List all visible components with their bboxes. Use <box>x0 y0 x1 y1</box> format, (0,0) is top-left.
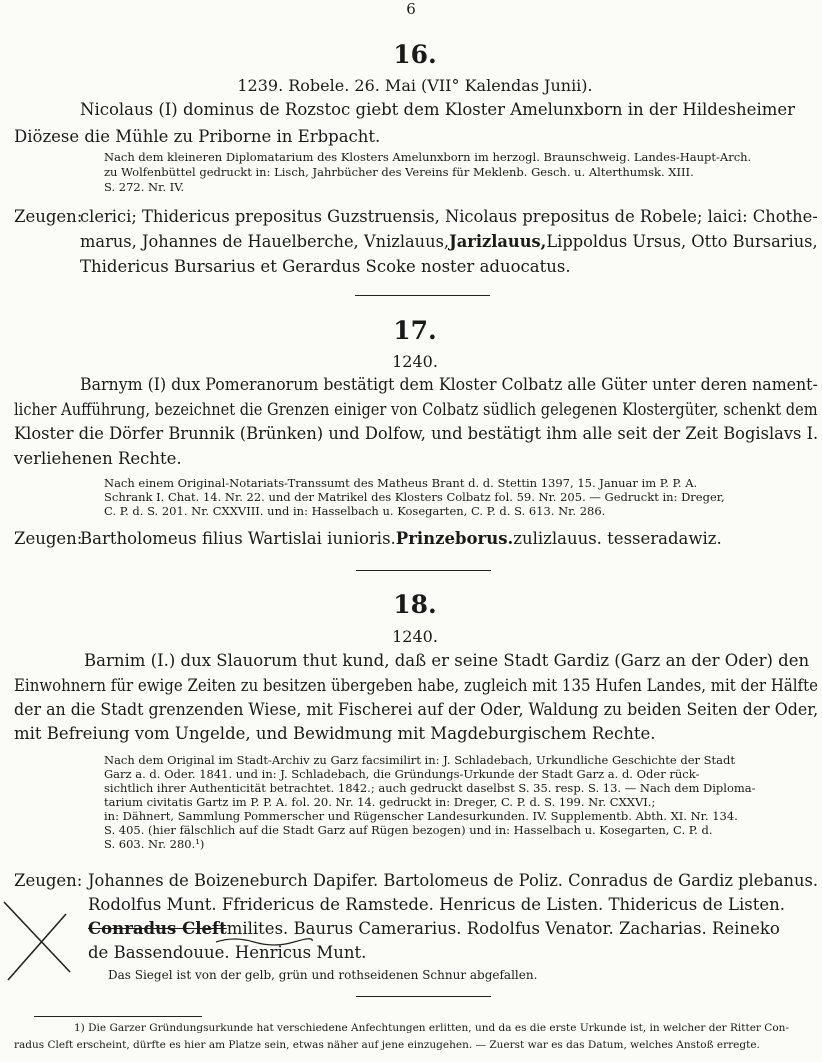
page-number: 6 <box>406 0 416 18</box>
witness-names: milites. Baurus Camerarius. Rodolfus Venator. Zacharias. Reineko <box>226 919 780 938</box>
handwritten-underline-mark <box>214 936 314 948</box>
doc-18-date: 1240. <box>392 627 438 646</box>
witness-names: Bartholomeus filius Wartislai iunioris. <box>80 529 396 548</box>
doc-17-date: 1240. <box>392 352 438 371</box>
footnote-line-1: 1) Die Garzer Gründungsurkunde hat verschiedene Anfechtungen erlitten, und da es die erste Urkunde ist, in welcher der Ritter Con- <box>74 1022 789 1034</box>
doc-17-summary-line-3: Kloster die Dörfer Brunnik (Brünken) und Dolfow, und bestätigt ihm alle seit der Zeit Bogislavs I. <box>14 424 819 443</box>
footnote-line-2: radus Cleft erscheint, dürfte es hier am Platze sein, etwas näher auf jene einzugehen. — Zuerst war es das Datum, welches Anstoß erregte. <box>14 1039 760 1051</box>
handwritten-cross-mark <box>0 880 80 990</box>
doc-18-witnesses-line-2: Rodolfus Munt. Ffridericus de Ramstede. Henricus de Listen. Thidericus de Listen. <box>88 895 786 914</box>
doc-17-witness-label: Zeugen: <box>14 529 83 548</box>
doc-16-number: 16. <box>393 40 437 69</box>
doc-16-witness-label: Zeugen: <box>14 207 83 226</box>
doc-18-witness-label: Zeugen: <box>14 871 83 890</box>
witness-names: marus, Johannes de Hauelberche, Vnizlauus, <box>80 232 450 251</box>
doc-17-summary-line-2: licher Aufführung, bezeichnet die Grenzen einiger von Colbatz südlich gelegenen Klostergüter, schenkt dem <box>14 400 818 419</box>
doc-18-source-note-line-5: in: Dähnert, Sammlung Pommerscher und Rügenscher Landesurkunden. IV. Supplementb. Abth. XI. Nr. 134. <box>104 809 738 823</box>
doc-18-source-note-line-1: Nach dem Original im Stadt-Archiv zu Garz facsimilirt in: J. Schladebach, Urkundliche Geschichte der Stadt <box>104 753 736 767</box>
witness-name-highlight: Prinzeborus. <box>395 529 514 548</box>
doc-17-witnesses <box>80 528 722 550</box>
doc-16-summary-line-2: Diözese die Mühle zu Priborne in Erbpacht. <box>14 127 381 146</box>
doc-16-witnesses-line-1: clerici; Thidericus prepositus Guzstruensis, Nicolaus prepositus de Robele; laici: Chothe- <box>80 207 818 226</box>
doc-18-summary-line-4: mit Befreiung vom Ungelde, und Bewidmung mit Magdeburgischem Rechte. <box>14 724 656 743</box>
doc-18-source-note-line-7: S. 603. Nr. 280.¹) <box>104 837 205 851</box>
doc-18-witnesses-line-1: Johannes de Boizeneburch Dapifer. Bartolomeus de Poliz. Conradus de Gardiz plebanus. <box>88 871 819 890</box>
doc-17-summary-line-4: verliehenen Rechte. <box>14 449 182 468</box>
doc-18-seal-note: Das Siegel ist von der gelb, grün und rothseidenen Schnur abgefallen. <box>108 968 538 982</box>
doc-17-number: 17. <box>393 316 437 345</box>
doc-16-summary-line-1: Nicolaus (I) dominus de Rozstoc giebt dem Kloster Amelunxborn in der Hildesheimer <box>80 100 796 119</box>
doc-16-source-note-line-1: Nach dem kleineren Diplomatarium des Klosters Amelunxborn im herzogl. Braunschweig. Landes-Haupt-Arch. <box>104 150 752 164</box>
doc-18-source-note-line-4: tarium civitatis Gartz im P. P. A. fol. 20. Nr. 14. gedruckt in: Dreger, C. P. d. S. 199. Nr. CXXVI.; <box>104 795 656 809</box>
doc-18-number: 18. <box>393 590 437 619</box>
section-divider <box>356 996 491 997</box>
witness-name-highlight: Jarizlauus, <box>449 232 547 251</box>
doc-16-source-note-line-2: zu Wolfenbüttel gedruckt in: Lisch, Jahrbücher des Vereins für Meklenb. Gesch. u. Alterthumsk. XIII. <box>104 165 694 179</box>
doc-18-summary-line-1: Barnim (I.) dux Slauorum thut kund, daß er seine Stadt Gardiz (Garz an der Oder) den <box>84 651 810 670</box>
section-divider <box>356 570 491 571</box>
witness-name-struck: Conradus Cleft <box>88 919 227 938</box>
witness-names: Lippoldus Ursus, Otto Bursarius, <box>546 232 818 251</box>
doc-17-source-note-line-3: C. P. d. S. 201. Nr. CXXVIII. und in: Hasselbach u. Kosegarten, C. P. d. S. 613. Nr. 286. <box>104 504 606 518</box>
witness-names: zulizlauus. tesseradawiz. <box>513 529 722 548</box>
doc-18-witnesses-line-4: de Bassendouue. Henricus Munt. <box>88 943 367 962</box>
doc-16-witnesses-line-3: Thidericus Bursarius et Gerardus Scoke noster aduocatus. <box>80 257 571 276</box>
doc-16-source-note-line-3: S. 272. Nr. IV. <box>104 180 185 194</box>
doc-17-summary-line-1: Barnym (I) dux Pomeranorum bestätigt dem Kloster Colbatz alle Güter unter deren nament- <box>80 375 818 394</box>
doc-18-summary-line-3: der an die Stadt grenzenden Wiese, mit Fischerei auf der Oder, Waldung zu beiden Seiten der Oder, <box>14 700 819 719</box>
doc-18-witnesses-line-3 <box>88 918 780 940</box>
doc-18-source-note-line-3: sichtlich ihrer Authenticität betrachtet. 1842.; auch gedruckt daselbst S. 35. resp. S. 13. — Nach dem Diploma- <box>104 781 756 795</box>
doc-16-date: 1239. Robele. 26. Mai (VII° Kalendas Junii). <box>237 76 593 95</box>
doc-18-source-note-line-6: S. 405. (hier fälschlich auf die Stadt Garz auf Rügen bezogen) und in: Hasselbach u. Kosegarten, C. P. d. <box>104 823 713 837</box>
doc-18-source-note-line-2: Garz a. d. Oder. 1841. und in: J. Schladebach, die Gründungs-Urkunde der Stadt Garz a. d. Oder rück- <box>104 767 700 781</box>
doc-16-witnesses-line-2 <box>80 231 818 253</box>
doc-17-source-note-line-2: Schrank I. Chat. 14. Nr. 22. und der Matrikel des Klosters Colbatz fol. 59. Nr. 205. — Gedruckt in: Dreger, <box>104 490 725 504</box>
doc-17-source-note-line-1: Nach einem Original-Notariats-Transsumt des Matheus Brant d. d. Stettin 1397, 15. Januar im P. P. A. <box>104 476 698 490</box>
section-divider <box>355 295 490 296</box>
footnote-rule <box>34 1016 202 1017</box>
doc-18-summary-line-2: Einwohnern für ewige Zeiten zu besitzen übergeben habe, zugleich mit 135 Hufen Landes, mit der Hälfte <box>14 676 818 695</box>
